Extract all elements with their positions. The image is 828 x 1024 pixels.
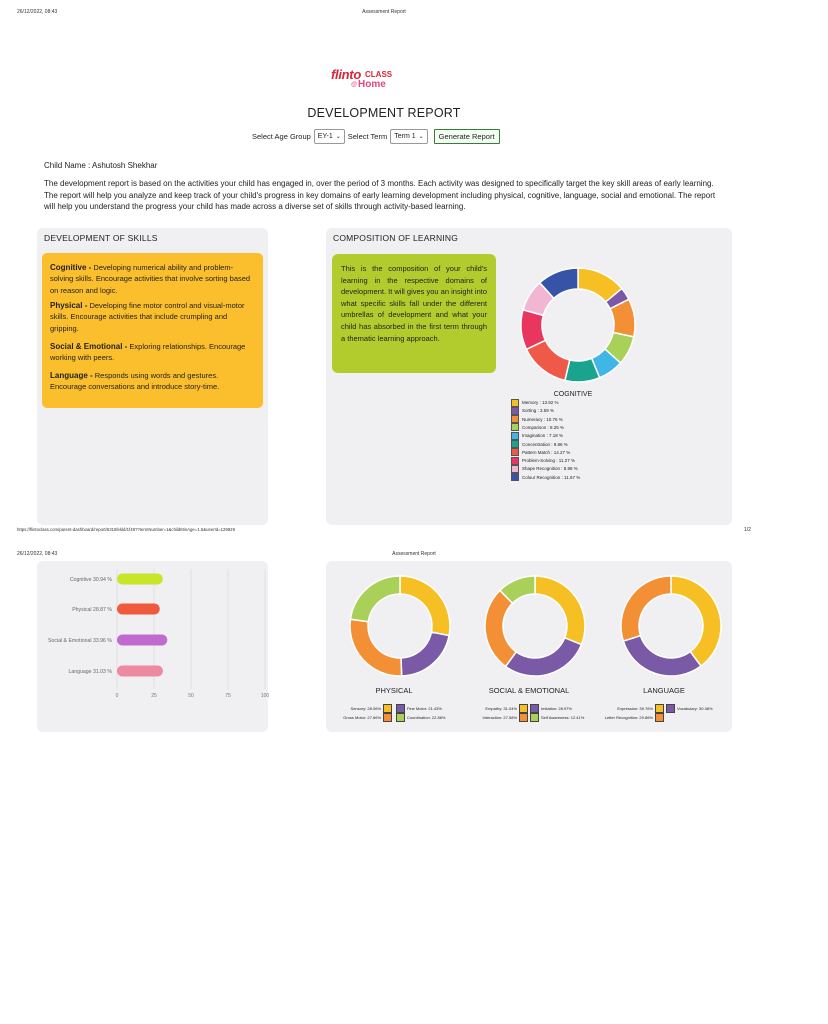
legend-label: Shape Recognition : 8.98 % xyxy=(522,466,578,472)
report-description: The development report is based on the activities your child has engaged in, over the period of 3 months. Each activity was designed to specifically target the key skill areas of early learning. The report will help you analyze and keep track of your child's progress in key domains of early learning development including physical, cognitive, language, social and emotional. The report will help you understand the progress your child has made across a diverse set of skills through activity-based learning. xyxy=(44,179,716,211)
legend-swatch xyxy=(383,713,392,722)
donut-slice xyxy=(671,576,721,666)
social-emotional-donut-chart xyxy=(484,575,586,677)
legend-label: Sorting : 3.59 % xyxy=(522,408,555,414)
legend-swatch xyxy=(511,407,519,415)
legend-label: Expression: 39.76% xyxy=(617,705,653,711)
domain-bar-chart xyxy=(37,561,268,732)
legend-item xyxy=(511,474,580,481)
legend-swatch xyxy=(530,713,539,722)
legend-item xyxy=(511,449,570,456)
y-category-label: Physical 28.87 % xyxy=(72,607,112,613)
donut-slice xyxy=(506,638,582,676)
legend-item xyxy=(511,432,563,439)
chevron-down-icon: ⌄ xyxy=(335,134,341,140)
legend-swatch xyxy=(655,713,664,722)
legend-item xyxy=(600,704,664,713)
print-datetime-2: 26/12/2022, 08:43 xyxy=(17,551,58,557)
legend-label: Gross Motor: 27.66% xyxy=(343,714,381,720)
skill-language: Language - Responds using words and gestures. Encourage conversations and introduce story-time. xyxy=(50,371,220,392)
print-page-number: 1/2 xyxy=(744,527,751,533)
bar xyxy=(117,635,167,646)
page-title: DEVELOPMENT REPORT xyxy=(307,106,461,120)
skills-panel-title: DEVELOPMENT OF SKILLS xyxy=(44,233,158,243)
cognitive-chart-title: COGNITIVE xyxy=(553,391,593,398)
legend-label: Imitation: 28.97% xyxy=(541,705,572,711)
legend-label: Comparison : 8.25 % xyxy=(522,424,565,430)
legend-item xyxy=(396,704,442,713)
bar xyxy=(117,604,160,615)
term-select[interactable]: Term 1 ⌄ xyxy=(390,129,427,144)
legend-label: Colour Recognition : 11.67 % xyxy=(522,474,581,480)
composition-panel-title: COMPOSITION OF LEARNING xyxy=(333,233,459,243)
x-tick-label: 0 xyxy=(115,693,119,699)
child-name: Child Name : Ashutosh Shekhar xyxy=(44,161,158,170)
donut-slice xyxy=(401,632,449,676)
legend-swatch xyxy=(511,457,519,465)
legend-label: Coordination: 22.86% xyxy=(407,714,446,720)
age-group-select[interactable]: EY-1 ⌄ xyxy=(314,129,345,144)
legend-label: Numeracy : 10.76 % xyxy=(522,416,563,422)
donut-slice xyxy=(623,636,701,676)
print-url: https://flintoclass.com/parent-dashboard/report/6316fekld/1f49??termNumber=1&childMinAge=1.5&userId=129929 xyxy=(17,527,235,532)
y-category-label: Cognitive 30.94 % xyxy=(69,577,112,583)
x-tick-label: 50 xyxy=(188,693,194,699)
legend-item xyxy=(511,399,559,406)
bar xyxy=(117,666,163,677)
print-datetime: 26/12/2022, 08:43 xyxy=(17,9,58,15)
generate-report-button[interactable]: Generate Report xyxy=(434,129,500,144)
legend-item xyxy=(464,713,528,722)
donut-slice xyxy=(535,576,585,645)
legend-item xyxy=(511,424,564,431)
legend-item xyxy=(396,713,445,722)
legend-label: Pattern Match : 14.27 % xyxy=(522,449,571,455)
skill-physical: Physical - Developing fine motor control and visual-motor skills. Encourage activities that include crumpling and gripping. xyxy=(50,301,245,333)
x-tick-label: 100 xyxy=(260,693,270,699)
legend-label: Sensory: 28.06% xyxy=(350,705,381,711)
legend-swatch xyxy=(383,704,392,713)
composition-box xyxy=(332,254,496,373)
legend-swatch xyxy=(511,465,519,473)
legend-item xyxy=(530,704,572,713)
legend-item xyxy=(511,407,554,414)
physical-donut-chart xyxy=(349,575,451,677)
skills-box xyxy=(42,253,263,408)
y-category-label: Social & Emotional 33.96 % xyxy=(47,638,112,644)
legend-item xyxy=(511,465,578,472)
y-category-label: Language 31.03 % xyxy=(68,669,112,675)
legend-label: Self Awareness: 12.41% xyxy=(541,714,585,720)
skill-social-emotional: Social & Emotional - Exploring relationships. Encourage working with peers. xyxy=(50,342,246,363)
legend-item xyxy=(330,713,392,722)
legend-swatch xyxy=(511,473,519,481)
bar xyxy=(117,574,163,585)
legend-swatch xyxy=(511,432,519,440)
print-doc-title-2: Assessment Report xyxy=(392,551,436,557)
legend-swatch xyxy=(511,423,519,431)
legend-swatch xyxy=(511,399,519,407)
legend-swatch xyxy=(511,415,519,423)
social-emotional-chart-title: SOCIAL & EMOTIONAL xyxy=(488,686,570,695)
print-doc-title: Assessment Report xyxy=(362,9,406,15)
legend-swatch xyxy=(511,440,519,448)
legend-item xyxy=(464,704,528,713)
donut-slice xyxy=(621,576,671,641)
legend-item xyxy=(511,457,575,464)
age-group-label: Select Age Group xyxy=(252,132,311,141)
legend-item xyxy=(330,704,392,713)
language-chart-title: LANGUAGE xyxy=(643,686,685,695)
legend-item xyxy=(530,713,584,722)
legend-swatch xyxy=(519,704,528,713)
legend-label: Fine Motor: 21.43% xyxy=(407,705,442,711)
x-tick-label: 25 xyxy=(151,693,157,699)
donut-slice xyxy=(350,619,402,676)
composition-text: This is the composition of your child's learning in the respective domains of development. It will gives you an insight into what specific skills fall under the different umbrellas of development and what your child has absorbed in the first term through a thematic learning approach. xyxy=(341,264,487,343)
donut-slice xyxy=(400,576,450,636)
chevron-down-icon: ⌄ xyxy=(418,134,424,140)
legend-swatch xyxy=(511,448,519,456)
legend-label: Letter Recognition: 29.86% xyxy=(604,714,653,720)
legend-label: Imagination : 7.18 % xyxy=(522,433,564,439)
legend-swatch xyxy=(396,704,405,713)
physical-chart-title: PHYSICAL xyxy=(375,686,413,695)
legend-label: Interaction: 27.58% xyxy=(482,714,517,720)
legend-label: Memory : 13.92 % xyxy=(522,400,559,405)
legend-swatch xyxy=(666,704,675,713)
cognitive-donut-chart xyxy=(515,262,641,388)
term-label: Select Term xyxy=(347,132,388,141)
legend-swatch xyxy=(519,713,528,722)
legend-swatch xyxy=(396,713,405,722)
x-tick-label: 75 xyxy=(225,693,231,699)
legend-item xyxy=(600,713,664,722)
legend-label: Vocabulary: 30.38% xyxy=(677,705,713,711)
legend-item xyxy=(511,441,568,448)
legend-label: Empathy: 31.04% xyxy=(485,705,517,711)
legend-item xyxy=(666,704,713,713)
legend-label: Problem-Solving : 11.27 % xyxy=(522,458,575,464)
legend-label: Concentration : 9.86 % xyxy=(522,441,568,447)
donut-slice xyxy=(350,576,400,622)
language-donut-chart xyxy=(620,575,722,677)
flinto-logo: flinto CLASS @ Home xyxy=(331,67,393,90)
report-controls xyxy=(252,129,500,144)
legend-swatch xyxy=(530,704,539,713)
legend-swatch xyxy=(655,704,664,713)
skill-cognitive: Cognitive - Developing numerical ability and problem-solving skills. Encourage activities that involve sorting based on reason and logic. xyxy=(50,263,251,295)
legend-item xyxy=(511,416,563,423)
